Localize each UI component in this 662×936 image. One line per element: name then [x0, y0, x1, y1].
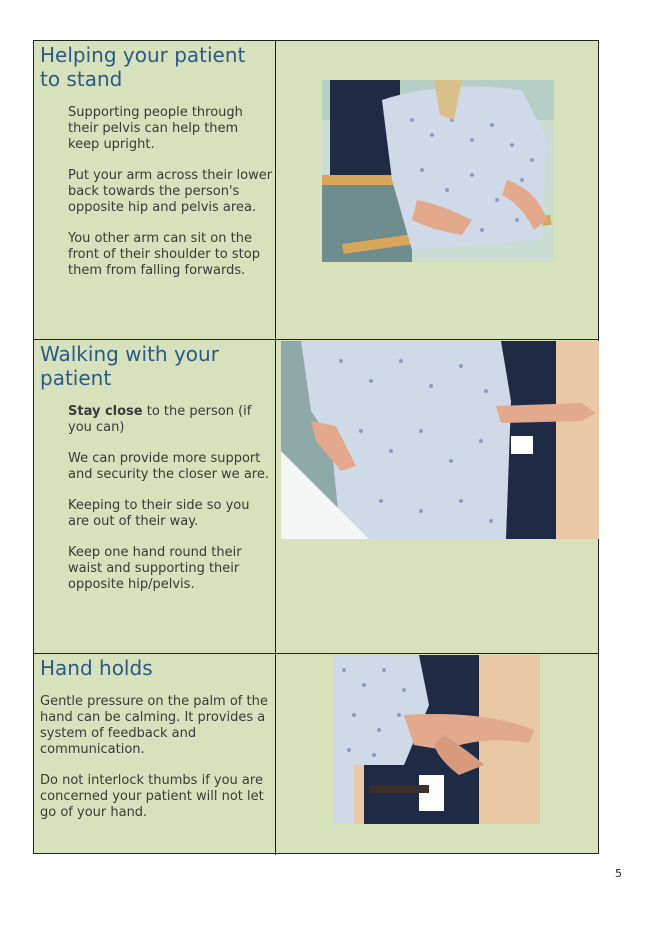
page-number: 5	[615, 867, 622, 880]
row-helping-stand	[34, 41, 598, 339]
photo-walking	[281, 341, 599, 539]
heading-helping-stand: Helping your patient to stand	[40, 43, 246, 91]
cell-text-hand-holds	[34, 654, 276, 855]
cell-text-walking	[34, 340, 276, 653]
paragraph: You other arm can sit on the front of their shoulder to stop them from falling forwards.	[68, 231, 260, 278]
paragraph-stay-close	[68, 404, 273, 436]
cell-text-helping-stand	[34, 41, 276, 339]
photo-hand-holds	[334, 655, 540, 824]
paragraph: Do not interlock thumbs if you are concerned your patient will not let go of your hand.	[40, 773, 264, 820]
row-hand-holds	[34, 653, 598, 855]
text-block-hand-holds	[40, 694, 270, 836]
row-walking	[34, 339, 598, 653]
cell-image-hand-holds	[276, 654, 598, 855]
lead-rest: to the person (if you can)	[68, 404, 252, 435]
paragraph: Keep one hand round their waist and supporting their opposite hip/pelvis.	[68, 545, 242, 592]
paragraph: Gentle pressure on the palm of the hand can be calming. It provides a system of feedback and communication.	[40, 694, 268, 757]
paragraph: We can provide more support and security the closer we are.	[68, 451, 269, 482]
text-block-helping-stand	[68, 105, 273, 294]
heading-hand-holds: Hand holds	[40, 656, 153, 680]
paragraph: Keeping to their side so you are out of their way.	[68, 498, 250, 529]
cell-image-walking	[276, 340, 598, 653]
paragraph: Put your arm across their lower back towards the person's opposite hip and pelvis area.	[68, 168, 273, 215]
cell-image-helping-stand	[276, 41, 598, 339]
content-table	[33, 40, 599, 854]
heading-walking: Walking with your patient	[40, 342, 219, 390]
text-block-walking	[68, 404, 273, 608]
photo-helping-stand	[322, 80, 554, 262]
paragraph: Supporting people through their pelvis can help them keep upright.	[68, 105, 243, 152]
bold-lead: Stay close	[68, 404, 143, 419]
